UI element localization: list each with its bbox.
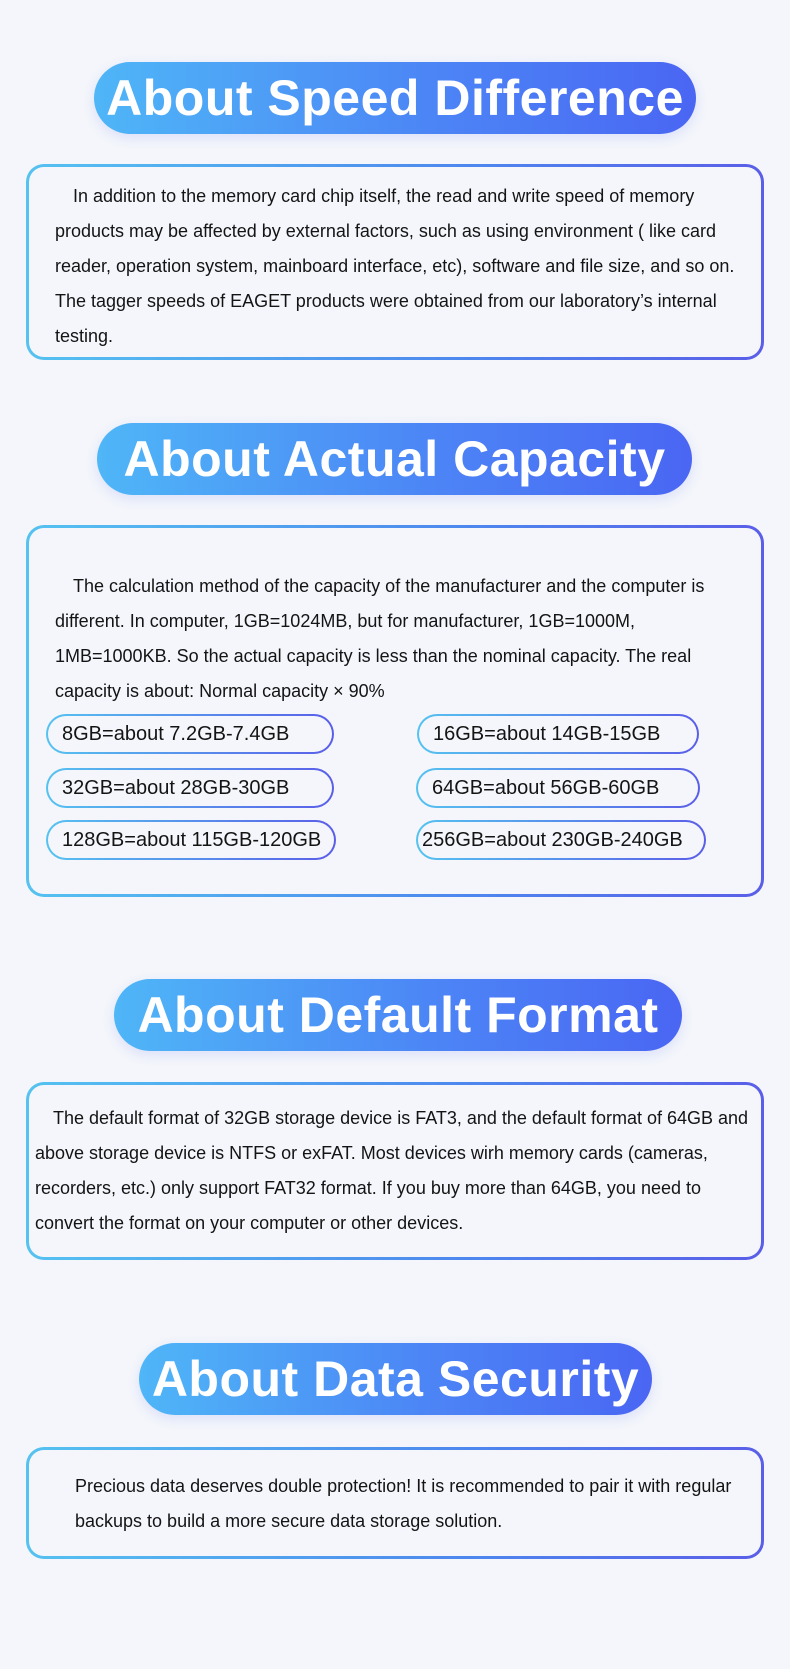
format-info-box: [26, 1082, 764, 1260]
speed-info-text: In addition to the memory card chip itself, the read and write speed of memory products may be affected by external factors, such as using environment ( like card reader, operation system, mainboard interface, etc), software and file size, and so on. The tagger speeds of EAGET products were obtained from our laboratory’s internal testing.: [55, 186, 735, 346]
capacity-item-8gb: 8GB=about 7.2GB-7.4GB: [46, 714, 334, 754]
capacity-item-64gb: 64GB=about 56GB-60GB: [416, 768, 700, 808]
capacity-item-128gb: 128GB=about 115GB-120GB: [46, 820, 336, 860]
format-info-text: The default format of 32GB storage device is FAT3, and the default format of 64GB and above storage device is NTFS or exFAT. Most devices wirh memory cards (cameras, recorders, etc.) only support FAT32 format. If you buy more than 64GB, you need to convert the format on your computer or other devices.: [35, 1108, 749, 1233]
capacity-section-title: About Actual Capacity: [97, 423, 692, 495]
format-section-title: About Default Format: [114, 979, 682, 1051]
capacity-info-box: [26, 525, 764, 897]
capacity-item-32gb: 32GB=about 28GB-30GB: [46, 768, 334, 808]
security-info-text: Precious data deserves double protection! It is recommended to pair it with regular backups to build a more secure data storage solution.: [75, 1476, 732, 1531]
speed-section-title: About Speed Difference: [94, 62, 696, 134]
speed-info-box: [26, 164, 764, 360]
security-info-box: [26, 1447, 764, 1559]
security-section-title: About Data Security: [139, 1343, 652, 1415]
capacity-info-text: The calculation method of the capacity of the manufacturer and the computer is different. In computer, 1GB=1024MB, but for manufacturer, 1GB=1000M, 1MB=1000KB. So the actual capacity is less than the nominal capacity. The real capacity is about: Normal capacity × 90%: [55, 576, 705, 701]
capacity-item-16gb: 16GB=about 14GB-15GB: [417, 714, 699, 754]
capacity-item-256gb: 256GB=about 230GB-240GB: [416, 820, 706, 860]
